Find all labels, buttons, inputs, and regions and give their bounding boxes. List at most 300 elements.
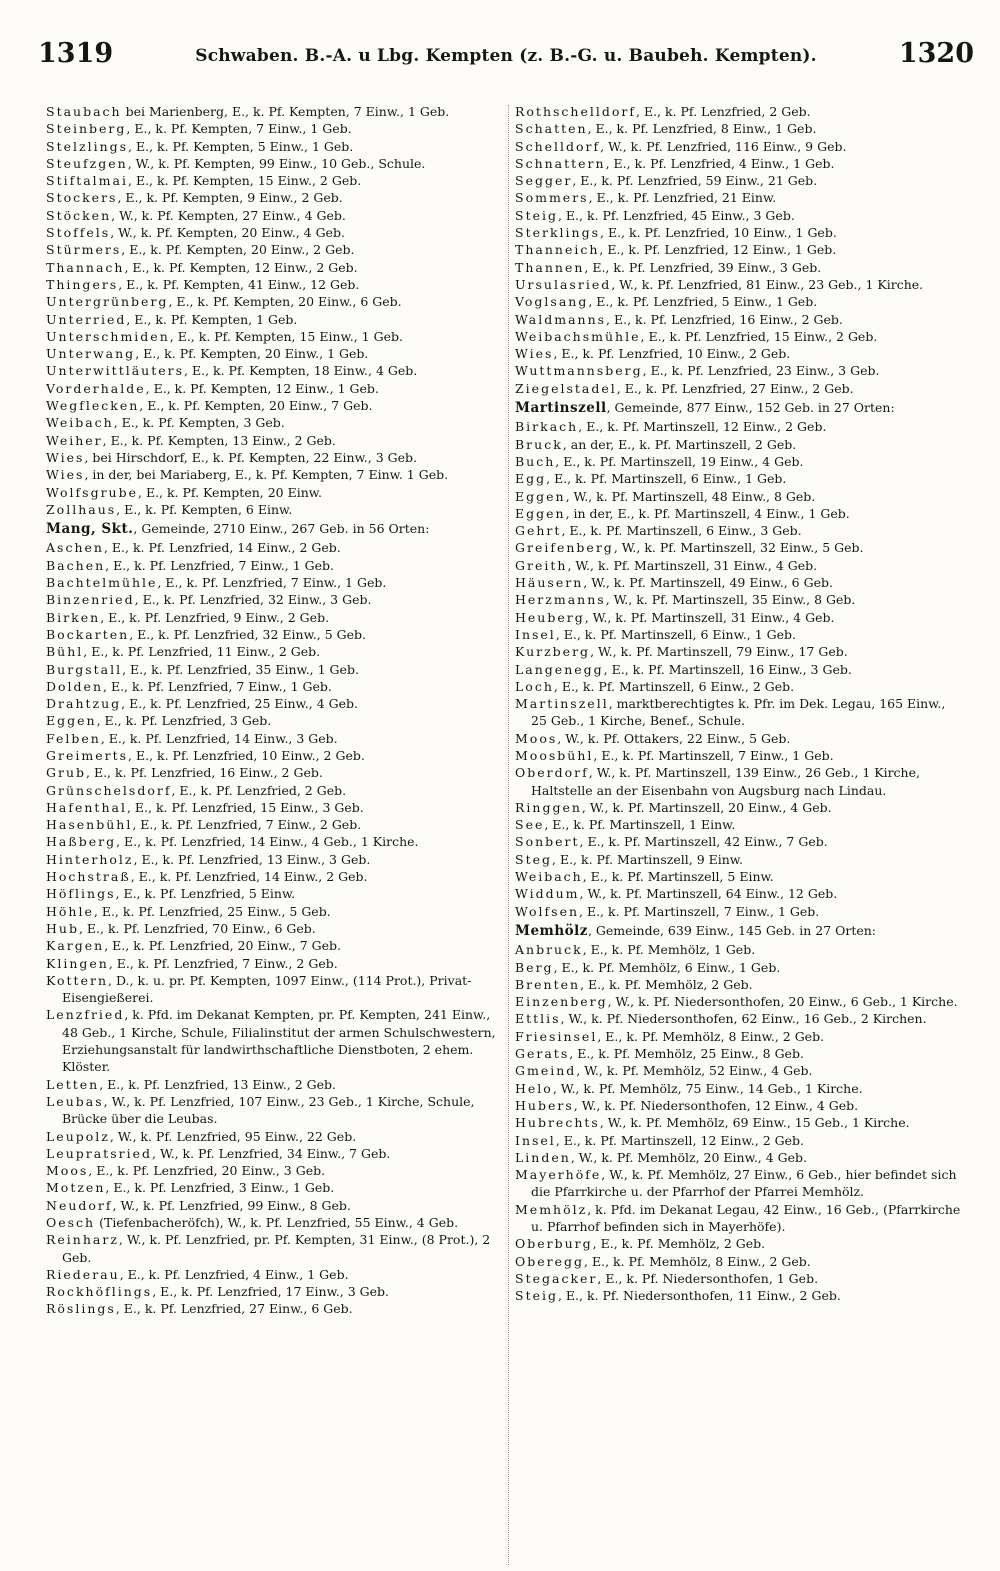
entry-details: , E., k. Pf. Martinszell, 6 Einw., 3 Geb. — [561, 523, 802, 539]
entry-details: , W., k. Pf. Lenzfried, 116 Einw., 9 Geb. — [600, 138, 847, 154]
entry-details: , k. Pfd. im Dekanat Legau, 42 Einw., 16 Geb., (Pfarrkirche u. Pfarrhof befinden sich in Mayerhöfe). — [531, 1201, 961, 1234]
place-name: Kottern — [46, 972, 108, 988]
gazetteer-entry — [46, 1128, 498, 1145]
gazetteer-entry — [515, 1287, 965, 1304]
gazetteer-entry — [515, 1132, 965, 1149]
gazetteer-entry — [515, 488, 965, 505]
entry-details: , E., k. Pf. Lenzfried, 7 Einw., 1 Geb. — [157, 575, 387, 591]
place-name: Linden — [515, 1149, 571, 1165]
entry-details: , W., k. Pf. Lenzfried, 34 Einw., 7 Geb. — [152, 1145, 391, 1161]
entry-details: , E., k. Pf. Kempten, 3 Geb. — [113, 415, 285, 431]
entry-details: , E., k. Pf. Lenzfried, 5 Einw. — [115, 886, 296, 902]
entry-details: , E., k. Pf. Lenzfried, 32 Einw., 3 Geb. — [134, 592, 372, 608]
place-name: Ursulasried — [515, 276, 612, 292]
place-name: Helo — [515, 1080, 553, 1096]
gazetteer-entry — [46, 903, 498, 920]
gazetteer-entry — [515, 1114, 965, 1131]
gazetteer-entry — [515, 1253, 965, 1270]
gazetteer-entry — [46, 103, 498, 120]
place-name: Moosbühl — [515, 747, 594, 763]
gazetteer-entry — [515, 1149, 965, 1166]
entry-details: , W., k. Pf. Niedersonthofen, 12 Einw., 4 Geb. — [573, 1097, 859, 1113]
entry-details: , W., k. Pf. Kempten, 20 Einw., 4 Geb. — [110, 225, 345, 241]
entry-details: , E., k. Pf. Kempten, 20 Einw., 7 Geb. — [139, 398, 373, 414]
place-name: Weibach — [515, 869, 583, 885]
gazetteer-entry — [46, 1197, 498, 1214]
gazetteer-entry — [46, 1283, 498, 1300]
entry-details: , W., k. Pf. Lenzfried, 99 Einw., 8 Geb. — [112, 1197, 351, 1213]
gazetteer-entry — [46, 432, 498, 449]
entry-details: , E., k. Pf. Memhölz, 8 Einw., 2 Geb. — [584, 1253, 811, 1269]
entry-details: , E., k. Pf. Lenzfried, 7 Einw., 1 Geb. — [105, 557, 334, 573]
entry-details: , E., k. Pf. Lenzfried, 23 Einw., 3 Geb. — [642, 363, 880, 379]
entry-details: , E., k. Pf. Lenzfried, 14 Einw., 2 Geb. — [130, 869, 368, 885]
entry-details: , W., k. Pf. Martinszell, 49 Einw., 6 Geb. — [583, 575, 833, 591]
place-name: Binzenried — [46, 592, 135, 608]
gazetteer-entry — [515, 1270, 965, 1287]
entry-details: , k. Pfd. im Dekanat Kempten, pr. Pf. Kempten, 241 Einw., 48 Geb., 1 Kirche, Schule, Filialinstitut der armen Schulschwestern, Erziehungsanstalt für landwirthschaftliche Dienstboten, 2 ehem. Klöster. — [62, 1007, 496, 1075]
place-name: Wuttmannsberg — [515, 363, 643, 379]
place-name: Berg — [515, 959, 554, 975]
entry-details: , W., k. Pf. Lenzfried, 107 Einw., 23 Geb., 1 Kirche, Schule, Brücke über die Leubas. — [62, 1093, 475, 1127]
entry-details: , E., k. Pf. Kempten, 20 Einw., 1 Geb. — [135, 346, 369, 362]
gazetteer-entry — [515, 868, 965, 885]
entry-details: , W., k. Pf. Niedersonthofen, 20 Einw., 6 Geb., 1 Kirche. — [607, 994, 958, 1010]
place-name: Steinberg — [46, 121, 127, 137]
place-name: Drahtzug — [46, 696, 122, 712]
gazetteer-entry — [515, 293, 965, 310]
place-name: Stegacker — [515, 1270, 598, 1286]
place-name: Gehrt — [515, 523, 562, 539]
gazetteer-entry — [515, 345, 965, 362]
place-name: Bachen — [46, 557, 106, 573]
entry-details: , E., k. Pf. Lenzfried, 21 Einw. — [588, 190, 777, 206]
place-name: Felben — [46, 730, 101, 746]
gazetteer-entry — [46, 138, 498, 155]
entry-details: , E., k. Pf. Lenzfried, 14 Einw., 3 Geb. — [100, 730, 338, 746]
entry-details: , E., k. Pf. Lenzfried, 7 Einw., 2 Geb. — [108, 955, 338, 971]
place-name: Hinterholz — [46, 851, 134, 867]
gazetteer-entry — [515, 1080, 965, 1097]
place-name: Insel — [515, 626, 556, 642]
gazetteer-entry — [46, 591, 498, 608]
entry-details: , W., k. Pf. Martinszell, 64 Einw., 12 Geb. — [579, 886, 838, 902]
gazetteer-entry — [515, 976, 965, 993]
gazetteer-entry — [46, 661, 498, 678]
place-name: Heuberg — [515, 609, 585, 625]
place-name: Wies — [515, 346, 554, 362]
place-name: Leupratsried — [46, 1145, 152, 1161]
gazetteer-entry — [515, 609, 965, 626]
gazetteer-entry — [515, 1028, 965, 1045]
entry-details: , E., k. Pf. Martinszell, 1 Einw. — [544, 817, 736, 833]
place-name: Oberburg — [515, 1236, 593, 1252]
place-name: Thannach — [46, 259, 125, 275]
place-name: Schatten — [515, 121, 588, 137]
gazetteer-entry — [515, 207, 965, 224]
place-name: Buch — [515, 453, 556, 469]
place-name: Leubas — [46, 1093, 104, 1109]
gazetteer-entry — [46, 501, 498, 518]
entry-details: , E., k. Pf. Kempten, 6 Einw. — [116, 501, 293, 517]
gazetteer-entry — [46, 557, 498, 574]
municipality-name: Memhölz — [515, 922, 588, 939]
entry-details: , E., k. Pf. Kempten, 13 Einw., 2 Geb. — [102, 432, 336, 448]
gazetteer-entry — [515, 833, 965, 850]
place-name: Hochstraß — [46, 869, 131, 885]
place-name: Kargen — [46, 938, 105, 954]
gazetteer-entry — [515, 380, 965, 397]
gazetteer-entry — [46, 816, 498, 833]
entry-details: , W., k. Pf. Ottakers, 22 Einw., 5 Geb. — [557, 730, 791, 746]
gazetteer-entry — [515, 1010, 965, 1027]
entry-details: , E., k. Pf. Lenzfried, 17 Einw., 3 Geb. — [152, 1284, 389, 1300]
gazetteer-entry — [515, 522, 965, 539]
entry-details: , E., k. Pf. Lenzfried, 9 Einw., 2 Geb. — [100, 609, 330, 625]
entry-details: , E., k. Pf. Memhölz, 2 Geb. — [592, 1236, 766, 1252]
place-name: Hasenbühl — [46, 817, 133, 833]
place-name: Burgstall — [46, 661, 123, 677]
column-divider — [508, 105, 509, 1565]
entry-details: , E., k. Pf. Lenzfried, 5 Einw., 1 Geb. — [588, 294, 818, 310]
gazetteer-entry — [46, 311, 498, 328]
gazetteer-entry — [46, 730, 498, 747]
right-page-number: 1320 — [898, 38, 974, 69]
entry-details: , Gemeinde, 877 Einw., 152 Geb. in 27 Orten: — [606, 400, 895, 416]
place-name: Bachtelmühle — [46, 575, 158, 591]
place-name: Ziegelstadel — [515, 380, 617, 396]
place-name: Ettlis — [515, 1011, 561, 1027]
entry-details: , W., k. Pf. Martinszell, 48 Einw., 8 Geb. — [565, 488, 816, 504]
entry-details: , E., k. Pf. Lenzfried, 15 Einw., 2 Geb. — [640, 328, 878, 344]
place-name: Schnattern — [515, 155, 606, 171]
gazetteer-entry — [515, 362, 965, 379]
gazetteer-entry — [46, 1300, 498, 1317]
entry-details: , E., k. Pf. Lenzfried, 2 Geb. — [171, 782, 347, 798]
gazetteer-entry — [515, 557, 965, 574]
gazetteer-entry — [515, 816, 965, 833]
gazetteer-entry — [46, 484, 498, 501]
entry-details: , E., k. Pf. Kempten, 12 Einw., 2 Geb. — [124, 259, 358, 275]
gazetteer-entry — [515, 276, 965, 293]
entry-details: , in der, bei Mariaberg, E., k. Pf. Kempten, 7 Einw. 1 Geb. — [84, 467, 449, 483]
gazetteer-entry — [515, 311, 965, 328]
entry-details: , E., k. Pf. Kempten, 20 Einw. — [138, 484, 322, 500]
entry-details: , E., k. Pf. Memhölz, 2 Geb. — [580, 976, 753, 992]
entry-details: , W., k. Pf. Martinszell, 32 Einw., 5 Geb. — [613, 540, 864, 556]
place-name: Bockarten — [46, 626, 130, 642]
place-name: Eggen — [515, 488, 566, 504]
place-name: Mayerhöfe — [515, 1167, 602, 1183]
entry-details: , E., k. Pf. Kempten, 20 Einw., 2 Geb. — [121, 242, 355, 258]
gazetteer-entry — [515, 1097, 965, 1114]
entry-details: , E., k. Pf. Lenzfried, 13 Einw., 2 Geb. — [99, 1076, 337, 1092]
place-name: Aschen — [46, 540, 104, 556]
entry-details: , E., k. Pf. Kempten, 20 Einw., 6 Geb. — [168, 294, 402, 310]
place-name: Langenegg — [515, 661, 604, 677]
entry-details: , E., k. Pf. Lenzfried, 10 Einw., 2 Geb. — [128, 747, 365, 763]
place-name: Ringgen — [515, 799, 582, 815]
entry-details: , W., k. Pf. Niedersonthofen, 62 Einw., 16 Geb., 2 Kirchen. — [560, 1011, 927, 1027]
gazetteer-entry — [46, 1179, 498, 1196]
place-name: Steig — [515, 1288, 558, 1304]
place-name: Weibachsmühle — [515, 328, 641, 344]
entry-details: , W., k. Pf. Lenzfried, 81 Einw., 23 Geb., 1 Kirche. — [611, 276, 924, 292]
place-name: Sommers — [515, 190, 589, 206]
place-name: Birkach — [515, 419, 579, 435]
entry-details: , Gemeinde, 639 Einw., 145 Geb. in 27 Orten: — [587, 922, 877, 938]
municipality-name: Mang, Skt. — [46, 521, 134, 538]
entry-details: , E., k. Pf. Martinszell, 9 Einw. — [552, 851, 743, 867]
entry-details: , an der, E., k. Pf. Martinszell, 2 Geb. — [562, 436, 797, 452]
gazetteer-entry — [46, 764, 498, 781]
gazetteer-entry — [515, 436, 965, 453]
place-name: Unterwittläuters — [46, 363, 185, 379]
place-name: Sterklings — [515, 225, 600, 241]
gazetteer-entry — [46, 449, 498, 466]
entry-details: , E., k. Pf. Lenzfried, 20 Einw., 3 Geb. — [88, 1163, 326, 1179]
entry-details: , E., k. Pf. Lenzfried, 20 Einw., 7 Geb. — [104, 938, 342, 954]
gazetteer-entry — [515, 747, 965, 764]
gazetteer-entry — [515, 418, 965, 435]
gazetteer-entry — [515, 120, 965, 137]
gazetteer-entry — [46, 207, 498, 224]
place-name: Rothschelldorf — [515, 104, 636, 119]
entry-details: , W., k. Pf. Martinszell, 20 Einw., 4 Geb. — [581, 799, 832, 815]
entry-details: , E., k. Pf. Lenzfried, 14 Einw., 4 Geb., 1 Kirche. — [116, 834, 419, 850]
place-name: Einzenberg — [515, 994, 608, 1010]
place-name: Weiher — [46, 432, 103, 448]
entry-details: , W., k. Pf. Martinszell, 139 Einw., 26 Geb., 1 Kirche, Haltstelle an der Eisenbahn von Augsburg nach Lindau. — [531, 765, 920, 798]
place-name: Wies — [46, 449, 85, 465]
gazetteer-entry — [515, 328, 965, 345]
place-name: See — [515, 817, 545, 833]
entry-details: , W., k. Pf. Martinszell, 31 Einw., 4 Geb. — [584, 609, 835, 625]
entry-details: , E., k. Pf. Kempten, 15 Einw., 1 Geb. — [169, 328, 403, 344]
place-name: Klingen — [46, 955, 109, 971]
gazetteer-entry — [46, 712, 498, 729]
gazetteer-entry — [515, 799, 965, 816]
entry-details: , E., k. Pf. Lenzfried, 70 Einw., 6 Geb. — [78, 920, 316, 936]
place-name: Birken — [46, 609, 101, 625]
gazetteer-entry — [46, 241, 498, 258]
municipality-heading — [515, 922, 965, 940]
gazetteer-entry — [46, 574, 498, 591]
gazetteer-entry — [515, 505, 965, 522]
place-name: Stockers — [46, 190, 118, 206]
entry-details: , E., k. Pf. Martinszell, 16 Einw., 3 Geb. — [603, 661, 852, 677]
entry-details: , E., k. Pf. Lenzfried, 3 Einw., 1 Geb. — [105, 1180, 335, 1196]
entry-details: , W., k. Pf. Kempten, 27 Einw., 4 Geb. — [111, 207, 346, 223]
entry-details: , W., k. Pf. Memhölz, 52 Einw., 4 Geb. — [576, 1063, 813, 1079]
entry-details: , W., k. Pf. Kempten, 99 Einw., 10 Geb., Schule. — [127, 155, 426, 171]
place-name: Häusern — [515, 575, 584, 591]
entry-details: , E., k. Pf. Kempten, 9 Einw., 2 Geb. — [117, 190, 343, 206]
gazetteer-entry — [515, 155, 965, 172]
entry-details: , E., k. Pf. Kempten, 1 Geb. — [126, 311, 298, 327]
place-name: Bruck — [515, 436, 563, 452]
entry-details: , E., k. Pf. Niedersonthofen, 11 Einw., 2 Geb. — [557, 1288, 841, 1304]
gazetteer-entry — [46, 466, 498, 483]
gazetteer-entry — [46, 539, 498, 556]
gazetteer-entry — [515, 189, 965, 206]
entry-details: , E., k. Pf. Lenzfried, 32 Einw., 5 Geb. — [129, 626, 366, 642]
entry-details: , E., k. Pf. Kempten, 5 Einw., 1 Geb. — [128, 138, 354, 154]
gazetteer-entry — [46, 328, 498, 345]
place-name: Schelldorf — [515, 138, 601, 154]
gazetteer-entry — [515, 959, 965, 976]
gazetteer-entry — [515, 1201, 965, 1236]
place-name: Eggen — [46, 713, 97, 729]
entry-details: , E., k. Pf. Kempten, 15 Einw., 2 Geb. — [128, 173, 362, 189]
gazetteer-entry — [515, 851, 965, 868]
place-name: Höflings — [46, 886, 116, 902]
gazetteer-entry — [515, 626, 965, 643]
entry-details: , E., k. Pf. Lenzfried, 8 Einw., 1 Geb. — [587, 121, 817, 137]
gazetteer-entry — [46, 868, 498, 885]
place-name: Unterwang — [46, 346, 136, 362]
entry-details: , bei Hirschdorf, E., k. Pf. Kempten, 22 Einw., 3 Geb. — [84, 449, 417, 465]
gazetteer-entry — [46, 224, 498, 241]
entry-details: , E., k. Pf. Martinszell, 5 Einw. — [582, 869, 774, 885]
gazetteer-entry — [515, 885, 965, 902]
place-name: Hafenthal — [46, 799, 127, 815]
place-name: Greith — [515, 557, 568, 573]
gazetteer-entry — [46, 833, 498, 850]
entry-details: , E., k. Pf. Lenzfried, 13 Einw., 3 Geb. — [133, 851, 371, 867]
place-name: Thanneich — [515, 242, 600, 258]
gazetteer-entry — [515, 574, 965, 591]
gazetteer-entry — [515, 1045, 965, 1062]
place-name: Staubach — [46, 104, 122, 119]
entry-details: , E., k. Pf. Martinszell, 6 Einw., 1 Geb. — [555, 626, 797, 642]
entry-details: , E., k. Pf. Lenzfried, 10 Einw., 1 Geb. — [600, 225, 837, 241]
entry-details: , E., k. Pf. Lenzfried, 7 Einw., 2 Geb. — [132, 817, 362, 833]
right-column — [515, 103, 965, 1304]
gazetteer-entry — [46, 380, 498, 397]
place-name: Segger — [515, 173, 573, 189]
gazetteer-entry — [515, 453, 965, 470]
place-name: Hub — [46, 920, 79, 936]
entry-details: , E., k. Pf. Memhölz, 1 Geb. — [582, 942, 756, 958]
gazetteer-entry — [515, 224, 965, 241]
place-name: Gmeind — [515, 1063, 577, 1079]
entry-details: , W., k. Pf. Martinszell, 35 Einw., 8 Geb. — [605, 592, 856, 608]
place-name: Grünschelsdorf — [46, 782, 172, 798]
place-name: Oberdorf — [515, 765, 589, 781]
gazetteer-entry — [46, 626, 498, 643]
gazetteer-entry — [515, 241, 965, 258]
gazetteer-entry — [46, 885, 498, 902]
place-name: Moos — [46, 1163, 89, 1179]
entry-details: , E., k. Pf. Lenzfried, 7 Einw., 1 Geb. — [103, 678, 332, 694]
entry-details: , W., k. Pf. Memhölz, 20 Einw., 4 Geb. — [570, 1149, 808, 1165]
entry-details: , E., k. Pf. Lenzfried, 27 Einw., 6 Geb. — [115, 1301, 353, 1317]
gazetteer-entry — [46, 155, 498, 172]
gazetteer-entry — [46, 678, 498, 695]
place-name: Stürmers — [46, 242, 122, 258]
entry-details: , E., k. Pf. Martinszell, 6 Einw., 2 Geb. — [553, 678, 795, 694]
place-name: Eggen — [515, 505, 566, 521]
place-name: Steg — [515, 851, 552, 867]
entry-details: , D., k. u. pr. Pf. Kempten, 1097 Einw., (114 Prot.), Privat-Eisengießerei. — [62, 972, 472, 1006]
municipality-heading — [515, 399, 965, 417]
gazetteer-entry — [46, 1006, 498, 1075]
entry-details: , E., k. Pf. Martinszell, 12 Einw., 2 Geb. — [578, 419, 827, 435]
place-name: Friesinsel — [515, 1028, 598, 1044]
gazetteer-entry — [515, 591, 965, 608]
entry-details: , E., k. Pf. Kempten, 41 Einw., 12 Geb. — [118, 276, 360, 292]
place-name: Steufzgen — [46, 155, 128, 171]
entry-details: , E., k. Pf. Lenzfried, 4 Einw., 1 Geb. — [119, 1266, 349, 1282]
place-name: Letten — [46, 1076, 100, 1092]
place-name: Riederau — [46, 1266, 120, 1282]
running-title: Schwaben. B.-A. u Lbg. Kempten (z. B.-G. u. Baubeh. Kempten). — [195, 46, 817, 66]
place-name: Rockhöflings — [46, 1284, 153, 1300]
place-name: Hubers — [515, 1097, 574, 1113]
gazetteer-entry — [515, 764, 965, 799]
place-name: Stelzlings — [46, 138, 129, 154]
entry-details: , E., k. Pf. Lenzfried, 16 Einw., 2 Geb. — [606, 311, 843, 327]
place-name: Insel — [515, 1132, 556, 1148]
gazetteer-entry — [515, 470, 965, 487]
gazetteer-entry — [46, 1214, 498, 1231]
gazetteer-entry — [515, 643, 965, 660]
place-name: Voglsang — [515, 294, 589, 310]
place-name: Kurzberg — [515, 644, 591, 660]
place-name: Brenten — [515, 976, 581, 992]
gazetteer-entry — [515, 1166, 965, 1201]
entry-details: , E., k. Pf. Lenzfried, 35 Einw., 1 Geb. — [122, 661, 359, 677]
entry-details: , E., k. Pf. Memhölz, 25 Einw., 8 Geb. — [569, 1046, 804, 1062]
place-name: Herzmanns — [515, 592, 606, 608]
place-name: Sonbert — [515, 834, 580, 850]
gazetteer-entry — [515, 730, 965, 747]
place-name: Egg — [515, 471, 547, 487]
gazetteer-entry — [515, 103, 965, 120]
entry-details: , E., k. Pf. Lenzfried, 25 Einw., 5 Geb. — [93, 903, 331, 919]
entry-details: , E., k. Pf. Martinszell, 19 Einw., 4 Geb. — [555, 453, 804, 469]
gazetteer-entry — [46, 189, 498, 206]
gazetteer-entry — [46, 345, 498, 362]
place-name: Dolden — [46, 678, 103, 694]
place-name: Widdum — [515, 886, 580, 902]
place-name: Wolfsgrube — [46, 484, 138, 500]
gazetteer-entry — [46, 120, 498, 137]
place-name: Vorderhalde — [46, 380, 146, 396]
gazetteer-entry — [515, 695, 965, 730]
entry-details: , E., k. Pf. Martinszell, 7 Einw., 1 Geb. — [593, 747, 834, 763]
entry-details: , E., k. Pf. Memhölz, 8 Einw., 2 Geb. — [597, 1028, 825, 1044]
place-name: Gerats — [515, 1046, 570, 1062]
gazetteer-entry — [46, 259, 498, 276]
place-name: Anbruck — [515, 942, 583, 958]
place-name: Oesch — [46, 1215, 96, 1230]
place-name: Höhle — [46, 903, 94, 919]
gazetteer-entry — [46, 362, 498, 379]
gazetteer-entry — [46, 1093, 498, 1128]
place-name: Wegflecken — [46, 398, 140, 414]
place-name: Unterschmiden — [46, 328, 170, 344]
entry-details: , E., k. Pf. Lenzfried, 2 Geb. — [636, 104, 811, 119]
gazetteer-entry — [46, 695, 498, 712]
place-name: Loch — [515, 678, 554, 694]
place-name: Stiftalmai — [46, 173, 128, 189]
place-name: Martinszell — [515, 696, 609, 712]
entry-details: , E., k. Pf. Martinszell, 7 Einw., 1 Geb. — [579, 903, 820, 919]
gazetteer-entry — [46, 293, 498, 310]
place-name: Reinharz — [46, 1232, 119, 1248]
